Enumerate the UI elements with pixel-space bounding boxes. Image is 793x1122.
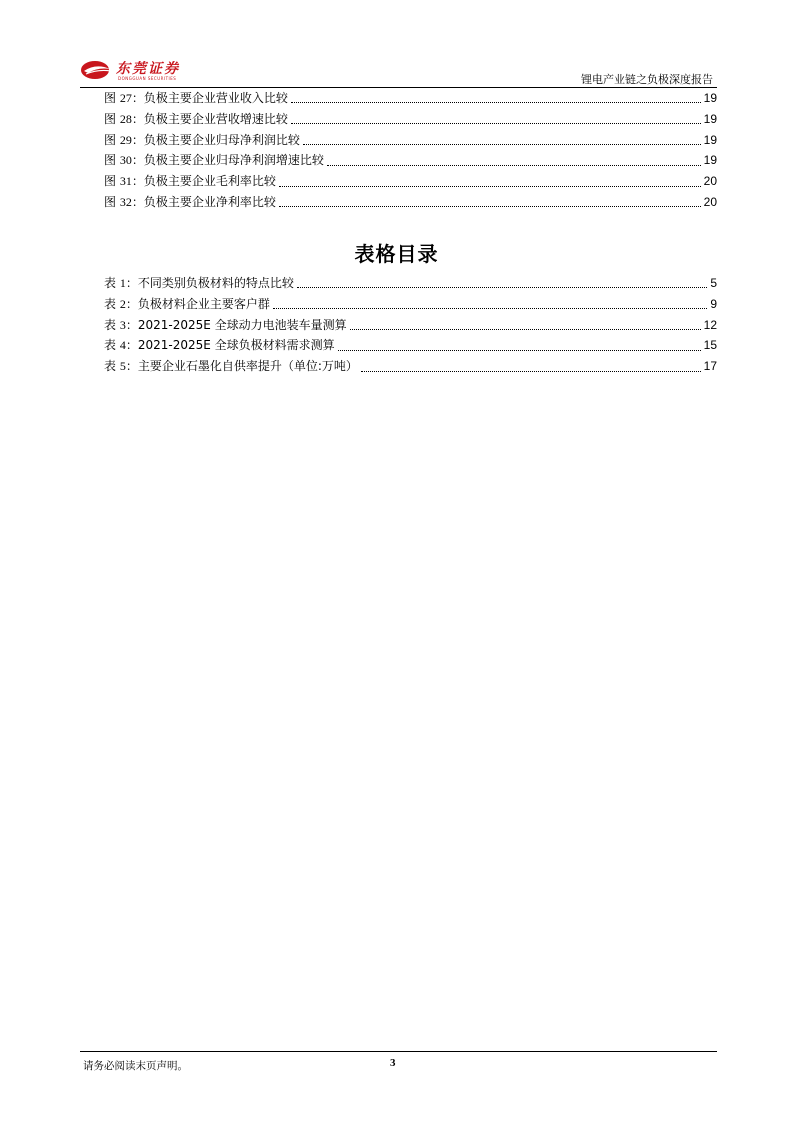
toc-entry-number: 30 <box>119 153 132 168</box>
toc-entry-prefix: 表 <box>104 296 120 311</box>
toc-entry-title: ：负极主要企业归母净利润比较 <box>131 132 300 147</box>
toc-entry-label <box>104 356 358 377</box>
toc-entry[interactable] <box>104 171 717 192</box>
toc-entry-title: ：负极主要企业营业收入比较 <box>131 91 288 105</box>
toc-entry-page: 20 <box>703 174 717 189</box>
page-header <box>80 52 717 88</box>
toc-leader-dots <box>361 370 701 372</box>
brand-subtitle: DONGGUAN SECURITIES <box>118 76 177 81</box>
toc-entry[interactable] <box>104 335 717 356</box>
toc-entry-number: 3 <box>119 317 126 332</box>
toc-leader-dots <box>297 286 707 288</box>
toc-entry[interactable] <box>104 150 717 171</box>
toc-entry-label <box>104 109 288 130</box>
toc-leader-dots <box>279 185 701 187</box>
toc-entry-page: 19 <box>703 153 717 168</box>
toc-entry[interactable] <box>104 356 717 377</box>
toc-leader-dots <box>291 122 701 124</box>
toc-entry-title: ：负极主要企业毛利率比较 <box>131 174 276 189</box>
report-title: 锂电产业链之负极深度报告 <box>581 73 713 86</box>
toc-entry-title: ：负极主要企业净利率比较 <box>131 194 276 209</box>
toc-entry-label <box>104 150 324 171</box>
toc-entry-number: 29 <box>119 132 132 147</box>
toc-entry-prefix: 表 <box>104 276 120 290</box>
figures-toc-list <box>104 88 717 213</box>
toc-entry[interactable] <box>104 130 717 151</box>
toc-leader-dots <box>327 164 701 166</box>
toc-entry-page: 9 <box>710 296 717 311</box>
toc-entry-label <box>104 335 335 356</box>
toc-entry-page: 12 <box>703 317 717 332</box>
toc-leader-dots <box>273 307 707 309</box>
toc-entry[interactable] <box>104 315 717 336</box>
toc-entry[interactable] <box>104 88 717 109</box>
tables-toc-list <box>104 273 717 377</box>
toc-entry-prefix: 图 <box>104 174 120 189</box>
toc-entry-label <box>104 273 294 294</box>
toc-entry-number: 28 <box>119 111 132 126</box>
toc-entry-page: 19 <box>703 91 717 105</box>
toc-entry-prefix: 图 <box>104 132 120 147</box>
toc-entry[interactable] <box>104 192 717 213</box>
toc-leader-dots <box>338 349 701 351</box>
brand-name: 东莞证券 <box>116 61 180 77</box>
toc-entry-prefix: 图 <box>104 111 120 126</box>
toc-entry-title: ：2021-2025E 全球负极材料需求测算 <box>125 338 335 353</box>
toc-entry-title: ：负极主要企业归母净利润增速比较 <box>131 153 324 168</box>
toc-entry-page: 5 <box>710 276 717 290</box>
toc-entry-number: 4 <box>119 338 126 353</box>
toc-entry[interactable] <box>104 273 717 294</box>
toc-entry-number: 2 <box>119 296 126 311</box>
toc-entry[interactable] <box>104 109 717 130</box>
toc-entry-number: 27 <box>119 91 132 105</box>
toc-entry-prefix: 表 <box>104 317 120 332</box>
company-logo <box>80 56 114 84</box>
toc-entry-page: 15 <box>703 338 717 353</box>
toc-entry-label <box>104 192 276 213</box>
toc-entry-label <box>104 294 270 315</box>
tables-toc-heading: 表格目录 <box>354 242 439 266</box>
toc-entry-prefix: 图 <box>104 91 120 105</box>
toc-entry-number: 1 <box>119 276 126 290</box>
toc-leader-dots <box>303 143 701 145</box>
toc-entry-title: ：负极主要企业营收增速比较 <box>131 111 288 126</box>
toc-entry-prefix: 表 <box>104 359 120 374</box>
disclaimer-note: 请务必阅读末页声明。 <box>83 1060 188 1072</box>
toc-leader-dots <box>279 205 701 207</box>
toc-entry-label <box>104 130 300 151</box>
toc-entry-title: ：不同类别负极材料的特点比较 <box>125 276 294 290</box>
toc-entry-page: 17 <box>703 359 717 374</box>
toc-entry-prefix: 表 <box>104 338 120 353</box>
toc-entry-page: 20 <box>703 194 717 209</box>
toc-entry-page: 19 <box>703 132 717 147</box>
toc-entry-title: ：主要企业石墨化自供率提升（单位:万吨） <box>125 359 358 374</box>
logo-swoosh-icon <box>80 57 114 83</box>
toc-entry-prefix: 图 <box>104 153 120 168</box>
toc-entry-prefix: 图 <box>104 194 120 209</box>
toc-entry-label <box>104 171 276 192</box>
toc-leader-dots <box>291 101 701 103</box>
toc-entry-label <box>104 88 288 109</box>
toc-entry-number: 5 <box>119 359 126 374</box>
toc-leader-dots <box>350 328 701 330</box>
toc-entry-title: ：负极材料企业主要客户群 <box>125 296 270 311</box>
toc-entry-label <box>104 315 347 336</box>
toc-entry-page: 19 <box>703 111 717 126</box>
toc-entry-number: 32 <box>119 194 132 209</box>
toc-entry-title: ：2021-2025E 全球动力电池装车量测算 <box>125 317 347 332</box>
footer-divider <box>80 1051 717 1052</box>
toc-entry-number: 31 <box>119 174 132 189</box>
toc-entry[interactable] <box>104 294 717 315</box>
page-number: 3 <box>390 1057 396 1069</box>
